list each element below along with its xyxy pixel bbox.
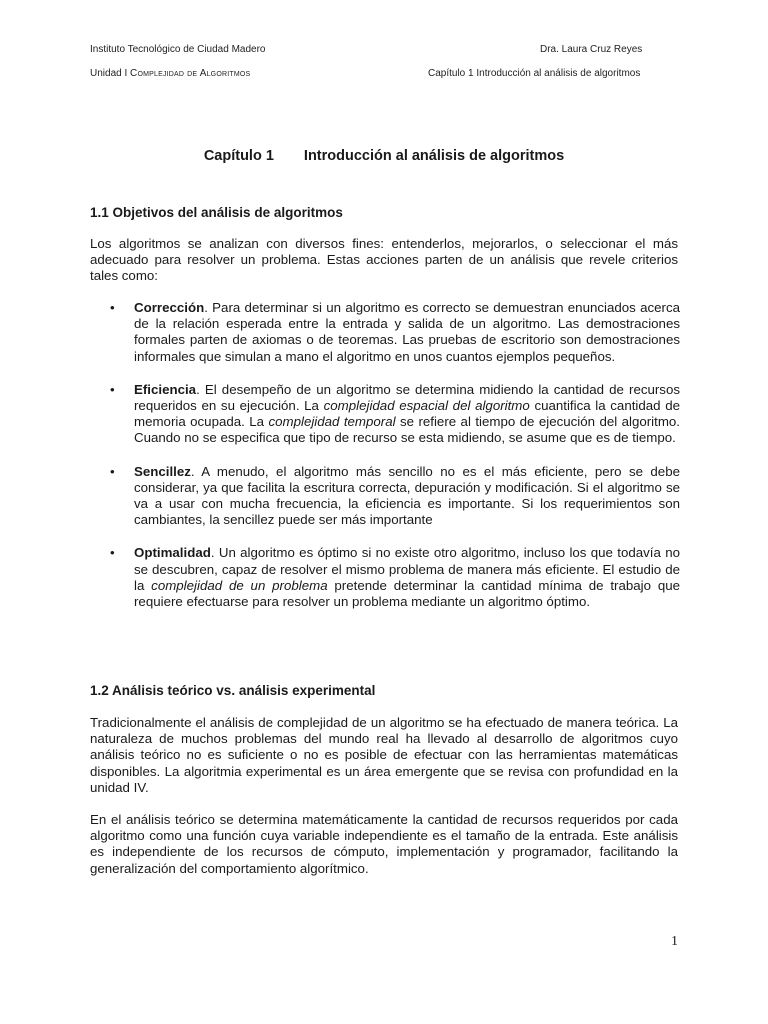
italic-term-temporal-complexity: complejidad temporal <box>268 414 396 430</box>
item-text: . Para determinar si un algoritmo es correcto se demuestran enunciados acerca de la relación esperada entre la entrada y salida de un algoritmo. Las demostraciones formales parten de axiomas o de teoremas. Las pruebas de escritorio son demostraciones informales que simulan a mano el algoritmo en unos cuantos ejemplos pequeños. <box>134 300 680 364</box>
section-1-2-paragraph-1: Tradicionalmente el análisis de complejidad de un algoritmo se ha efectuado de manera teórica. La naturaleza de muchos problemas del mundo real ha llevado al desarrollo de algoritmos cuyo análisis teórico no es suficiente o no es posible de efectuar con las herramientas matemáticas disponibles. La algoritmia experimental es un área emergente que se revisa con profundidad en la unidad IV. <box>90 715 678 795</box>
list-item-optimalidad <box>90 545 680 610</box>
section-1-1-title: 1.1 Objetivos del análisis de algoritmos <box>90 205 343 220</box>
header-chapter-ref: Capítulo 1 Introducción al análisis de algoritmos <box>428 68 641 79</box>
header-institution: Instituto Tecnológico de Ciudad Madero <box>90 44 266 55</box>
bullet-icon: • <box>110 300 115 315</box>
header-unit <box>90 68 250 79</box>
item-text: se refiere al tiempo de ejecución del algoritmo. Cuando no se especifica que tipo de recurso se esta midiendo, se asume que es de tiempo. <box>134 414 680 446</box>
criteria-list <box>90 300 680 627</box>
italic-term-spatial-complexity: complejidad espacial del algoritmo <box>323 398 530 414</box>
bullet-icon: • <box>110 545 115 561</box>
bullet-icon: • <box>110 381 115 397</box>
term-correccion: Corrección <box>134 300 205 315</box>
section-1-1-intro: Los algoritmos se analizan con diversos fines: entenderlos, mejorarlos, o seleccionar el más adecuado para resolver un problema. Estas acciones parten de un análisis que revele criterios tales como: <box>90 236 678 284</box>
term-sencillez: Sencillez <box>134 463 191 479</box>
header-unit-name: Complejidad de Algoritmos <box>130 68 251 79</box>
list-item-eficiencia <box>90 382 680 447</box>
italic-term-problem-complexity: complejidad de un problema <box>151 577 328 593</box>
chapter-number: Capítulo 1 <box>203 148 274 164</box>
chapter-title-text: Introducción al análisis de algoritmos <box>303 148 565 164</box>
item-text: pretende determinar la cantidad mínima de trabajo que requiere efectuarse para resolver un problema mediante un algoritmo óptimo. <box>134 577 681 610</box>
section-1-2-title: 1.2 Análisis teórico vs. análisis experimental <box>90 683 376 698</box>
item-text: . El desempeño de un algoritmo se determina midiendo la cantidad de recursos requeridos en su ejecución. La <box>134 381 680 414</box>
list-item-sencillez <box>90 464 680 529</box>
bullet-icon: • <box>110 463 115 479</box>
chapter-title <box>0 148 768 164</box>
item-text: cuantifica la cantidad de memoria ocupada. La <box>134 398 680 430</box>
list-item-correccion <box>90 300 680 365</box>
item-text: . A menudo, el algoritmo más sencillo no es el más eficiente, pero se debe considerar, ya que facilita la escritura correcta, depuración y modificación. Si el algoritmo se va a usar con mucha frecuencia, la eficiencia es importante. Si los requerimientos son cambiantes, la sencillez puede ser más importante <box>134 463 680 528</box>
term-optimalidad: Optimalidad <box>134 545 211 561</box>
page-number: 1 <box>671 934 678 949</box>
item-text: . Un algoritmo es óptimo si no existe otro algoritmo, incluso los que todavía no se descubren, capaz de resolver el mismo problema de manera más eficiente. El estudio de la <box>134 545 680 593</box>
header-unit-prefix: Unidad I <box>90 68 131 79</box>
term-eficiencia: Eficiencia <box>134 381 197 397</box>
section-1-2-paragraph-2: En el análisis teórico se determina matemáticamente la cantidad de recursos requeridos por cada algoritmo como una función cuya variable independiente es el tamaño de la entrada. Este análisis es independiente de los recursos de cómputo, implementación y programador, facilitando la generalización del comportamiento algorítmico. <box>90 812 678 876</box>
header-author: Dra. Laura Cruz Reyes <box>540 44 643 55</box>
